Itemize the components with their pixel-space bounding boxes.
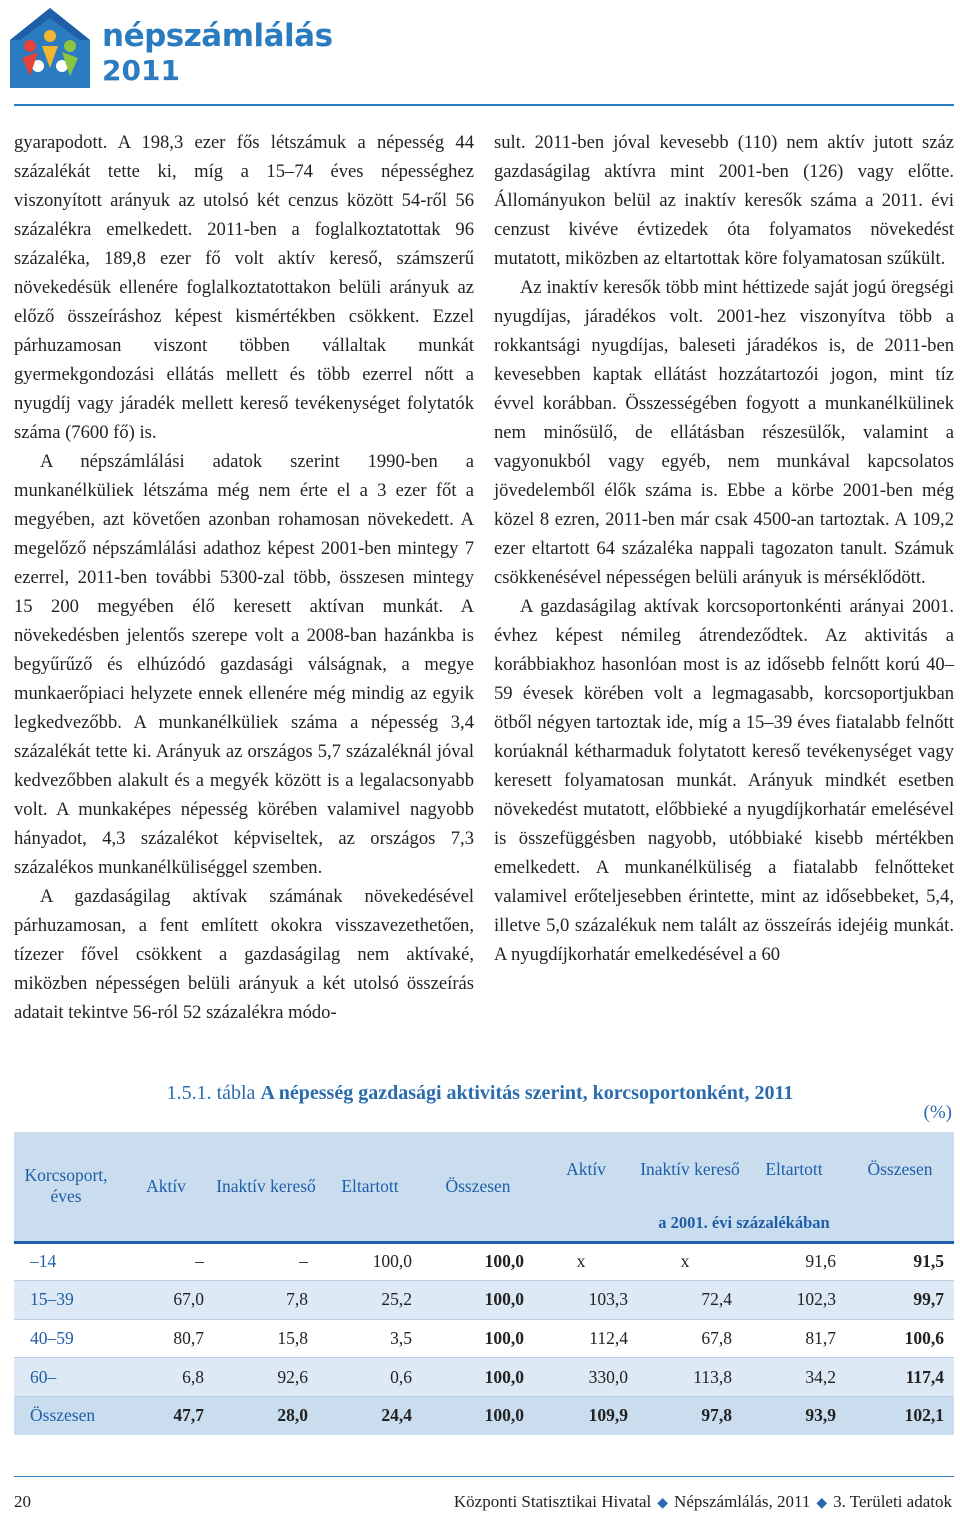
cell: 72,4 xyxy=(638,1281,742,1320)
diamond-icon: ◆ xyxy=(657,1496,669,1511)
header-eltartott-2001: Eltartott xyxy=(742,1132,846,1206)
cell-age: Összesen xyxy=(14,1396,118,1435)
cell: 330,0 xyxy=(534,1358,638,1397)
cell: 80,7 xyxy=(118,1319,214,1358)
cell: 100,0 xyxy=(484,1251,524,1272)
cell: 81,7 xyxy=(742,1319,846,1358)
cell: 113,8 xyxy=(638,1358,742,1397)
cell: 93,9 xyxy=(742,1396,846,1435)
header-age: Korcsoport, éves xyxy=(14,1132,118,1242)
cell: 109,9 xyxy=(534,1396,638,1435)
table-row xyxy=(14,1242,954,1281)
cell: – xyxy=(195,1251,204,1272)
cell: 28,0 xyxy=(214,1396,318,1435)
census-logo-icon xyxy=(8,6,92,90)
table-title: A népesség gazdasági aktivitás szerint, korcsoportonként, 2011 xyxy=(260,1082,794,1104)
header-eltartott: Eltartott xyxy=(318,1132,422,1242)
cell: 67,8 xyxy=(638,1319,742,1358)
cell: 100,6 xyxy=(846,1319,954,1358)
cell: 0,6 xyxy=(318,1358,422,1397)
cell: 102,3 xyxy=(742,1281,846,1320)
cell: 112,4 xyxy=(534,1319,638,1358)
paragraph: A népszámlálási adatok szerint 1990-ben a munkanélküliek létszáma még nem érte el a 3 ezer főt a megyében, azt követően azonban rohamosan növekedett. A megelőző népszámlálási adathoz képest 2001-ben mintegy 7 ezerrel, 2011-ben további 5300-zal több, összesen mintegy 15 200 megyében élő keresett aktívan munkát. A növekedésben jelentős szerepe volt a 2008-ban hazánkba is begyűrűző és elhúzódó gazdasági válságnak, a megye munkaerőpiaci helyzete ennek ellenére még mindig az egyik legkedvezőbb. A munkanélküliek száma a népesség 3,4 százalékát tette ki. Arányuk az országos 5,7 százaléknál jóval kedvezőbben alakult és a megyék között is a legalacsonyabb volt. A munkaképes népesség körében valamivel nagyobb hányadot, 4,3 százalékot képviseltek, az országos 7,3 százalékos munkanélküliséggel szemben. xyxy=(14,451,474,878)
header-sub-2001: a 2001. évi százalékában xyxy=(534,1206,954,1242)
census-logo xyxy=(8,6,333,92)
cell-age: –14 xyxy=(30,1251,57,1272)
cell: 100,0 xyxy=(422,1281,534,1320)
paragraph: sult. 2011-ben jóval kevesebb (110) nem aktív jutott száz gazdaságilag aktívra mint 2001-ben (126) vagy előtte. Állományukon belül az inaktív keresők száma a 2011. évi cenzust kivéve évtizedek óta folyamatos növekedést mutatott, miközben az eltartottak köre folyamatosan szűkült. xyxy=(494,132,954,269)
footer-rule xyxy=(14,1476,954,1477)
table-row xyxy=(14,1319,954,1358)
table-caption xyxy=(0,1082,960,1105)
cell: 3,5 xyxy=(318,1319,422,1358)
cell: 102,1 xyxy=(846,1396,954,1435)
header-rule xyxy=(14,104,954,106)
footer-publisher: Központi Statisztikai Hivatal xyxy=(453,1492,652,1511)
header-aktiv: Aktív xyxy=(118,1132,214,1242)
footer-text xyxy=(454,1492,952,1512)
cell: x xyxy=(680,1251,690,1272)
table-number: 1.5.1. tábla xyxy=(166,1082,256,1104)
cell: 6,8 xyxy=(118,1358,214,1397)
table-unit: (%) xyxy=(923,1102,952,1123)
header-osszesen: Összesen xyxy=(422,1132,534,1242)
footer-chapter: 3. Területi adatok xyxy=(833,1492,952,1511)
cell: 47,7 xyxy=(118,1396,214,1435)
cell: 7,8 xyxy=(214,1281,318,1320)
header-aktiv-2001: Aktív xyxy=(534,1132,638,1206)
diamond-icon: ◆ xyxy=(816,1496,828,1511)
header-osszesen-2001: Összesen xyxy=(846,1132,954,1206)
text-column-left xyxy=(14,128,474,1027)
cell: 24,4 xyxy=(318,1396,422,1435)
cell: 97,8 xyxy=(638,1396,742,1435)
cell: 100,0 xyxy=(422,1396,534,1435)
cell: – xyxy=(299,1251,308,1272)
page-number: 20 xyxy=(14,1492,31,1511)
footer-series: Népszámlálás, 2011 xyxy=(674,1492,811,1511)
cell: 15,8 xyxy=(214,1319,318,1358)
cell: 100,0 xyxy=(372,1251,412,1272)
cell: 103,3 xyxy=(534,1281,638,1320)
logo-wordmark: népszámlálás xyxy=(102,18,333,54)
cell: 100,0 xyxy=(422,1358,534,1397)
cell: 92,6 xyxy=(214,1358,318,1397)
cell: 67,0 xyxy=(118,1281,214,1320)
cell: 100,0 xyxy=(422,1319,534,1358)
cell: 91,5 xyxy=(913,1251,944,1272)
table-row-total xyxy=(14,1396,954,1435)
cell: 25,2 xyxy=(318,1281,422,1320)
paragraph: Az inaktív keresők több mint héttizede saját jogú öregségi nyugdíjas, járadékos volt. 2001-hez viszonyítva több a rokkantsági nyugdíjas, baleseti járadékos is, de 2011-ben kevesebben kaptak ellátást hozzátartozói jogon, mint tíz évvel korábban. Összességében fogyott a munkanélkülinek nem minősülő, de ellátásban részesülők, valamint a vagyonukból vagy egyéb, nem munkával kapcsolatos jövedelemből élők száma is. Ebbe a körbe 2001-ben még közel 8 ezren, 2011-ben már csak 4500-an tartoztak. A 109,2 ezer eltartott 64 százaléka nappali tagozaton tanult. Számuk csökkenésével népességen belüli arányuk is mérséklődött. xyxy=(494,277,954,588)
table-row xyxy=(14,1281,954,1320)
cell-age: 60– xyxy=(14,1358,118,1397)
table-row xyxy=(14,1358,954,1397)
paragraph: A gazdaságilag aktívak számának növekedésével párhuzamosan, a fent említett okokra visszavezethetően, tízezer fővel csökkent a gazdaságilag nem aktívaké, miközben népességen belüli arányuk a két utolsó összeírás adatait tekintve 56-ról 52 százalékra módo- xyxy=(14,886,474,1023)
header-inaktiv: Inaktív kereső xyxy=(214,1132,318,1242)
paragraph: gyarapodott. A 198,3 ezer fős létszámuk a népesség 44 százalékát tette ki, míg a 15–74 éves népességhez viszonyított arányuk az utolsó két cenzus között 54-ről 56 százalékra emelkedett. 2011-ben a foglalkoztatottak 96 százaléka, 189,8 ezer fő volt aktív kereső, számszerű növekedésük ellenére foglalkoztatottakon belüli arányuk az előző összeíráshoz képest kismértékben csökkent. Ezzel párhuzamosan viszont többen vállaltak munkát gyermekgondozási ellátás mellett és több ezerrel nőtt a nyugdíj vagy járadék mellett kereső tevékenységet folytatók száma (7600 fő) is. xyxy=(14,132,474,443)
text-column-right xyxy=(494,128,954,969)
logo-year: 2011 xyxy=(102,54,180,87)
data-table xyxy=(14,1132,954,1435)
cell: 117,4 xyxy=(846,1358,954,1397)
cell: 91,6 xyxy=(805,1251,836,1272)
paragraph: A gazdaságilag aktívak korcsoportonkénti arányai 2001. évhez képest némileg átrendeződtek. Az aktivitás a korábbiakhoz hasonlóan most is az idősebb felnőtt korú 40–59 évesek körében volt a legmagasabb, korcsoportjukban ötből négyen tartoztak ide, míg a 15–39 éves fiatalabb felnőtt korúaknál kétharmaduk folytatott kereső tevékenységet vagy keresett folyamatosan munkát. Arányuk mindkét esetben növekedést mutatott, előbbieké a nyugdíjkorhatár emelésével is összefüggésben nagyobb, utóbbiaké kisebb mértékben emelkedett. A munkanélküliség a fiatalabb felnőtteket valamivel erőteljesebben érintette, mint az idősebbeket, 5,4, illetve 5,0 százalékuk nem talált az összeírás idejéig munkát. A nyugdíjkorhatár emelkedésével a 60 xyxy=(494,596,954,965)
cell-age: 15–39 xyxy=(14,1281,118,1320)
cell: 99,7 xyxy=(846,1281,954,1320)
cell: 34,2 xyxy=(742,1358,846,1397)
cell: x xyxy=(576,1251,586,1272)
cell-age: 40–59 xyxy=(14,1319,118,1358)
header-inaktiv-2001: Inaktív kereső xyxy=(638,1132,742,1206)
